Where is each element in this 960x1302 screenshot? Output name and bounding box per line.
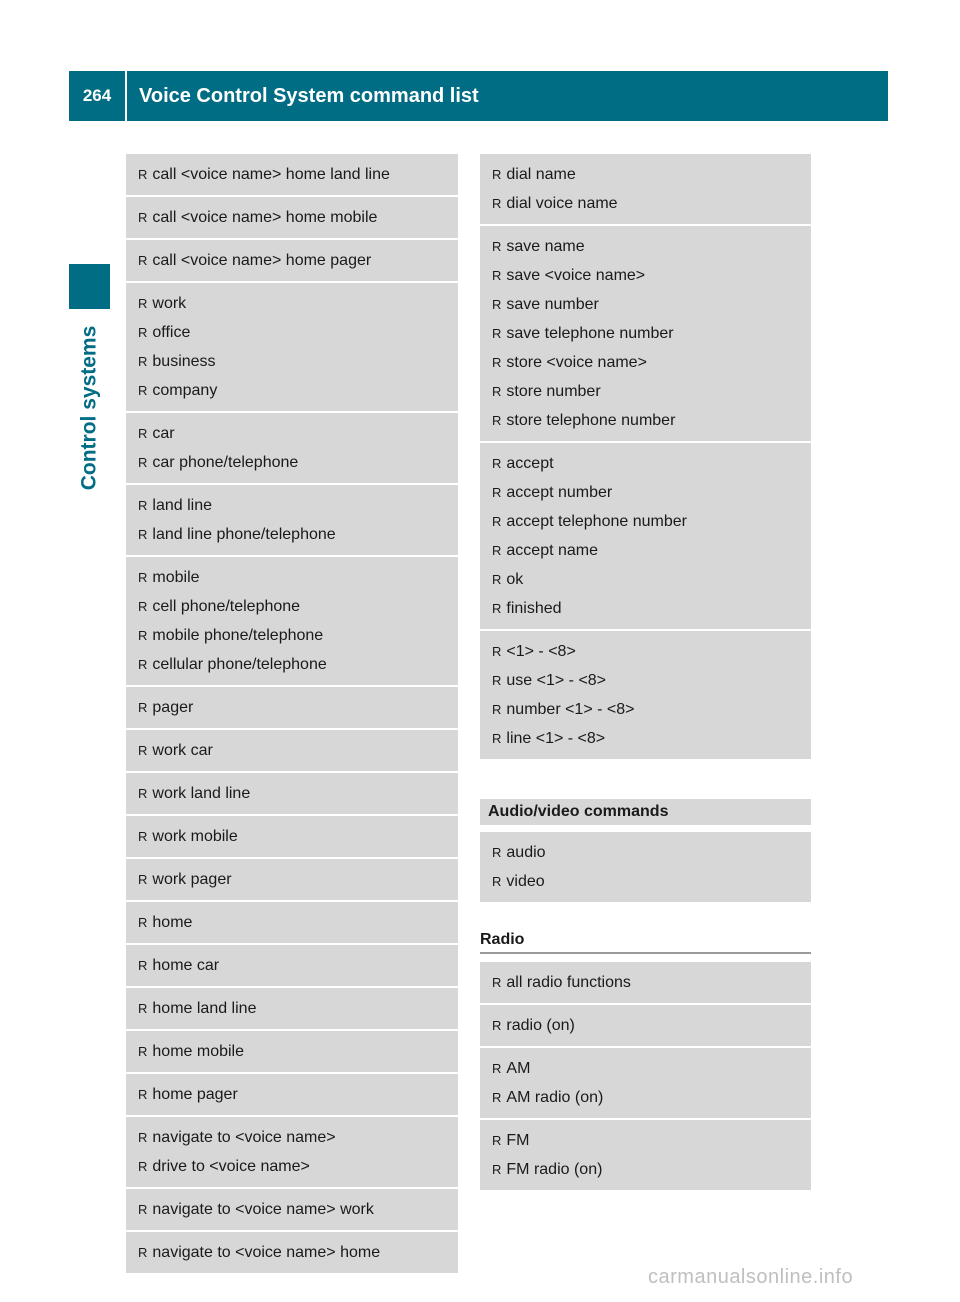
command-item: R save name	[492, 232, 811, 261]
command-item: R mobile phone/telephone	[138, 621, 458, 650]
command-item: R home car	[138, 951, 458, 980]
command-group	[126, 1074, 458, 1117]
command-item: R call <voice name> home mobile	[138, 203, 458, 232]
command-item: R FM radio (on)	[492, 1155, 811, 1184]
command-item: R accept telephone number	[492, 507, 811, 536]
command-item: R drive to <voice name>	[138, 1152, 458, 1181]
right-command-column	[480, 154, 811, 1192]
command-item: R AM radio (on)	[492, 1083, 811, 1112]
command-item: R cell phone/telephone	[138, 592, 458, 621]
command-item: R line <1> - <8>	[492, 724, 811, 753]
command-item: R home land line	[138, 994, 458, 1023]
command-item: R land line	[138, 491, 458, 520]
command-item: R work car	[138, 736, 458, 765]
command-group	[126, 1189, 458, 1232]
command-group	[480, 962, 811, 1005]
radio-heading: Radio	[480, 928, 811, 954]
command-item: R company	[138, 376, 458, 405]
right-command-groups	[480, 154, 811, 761]
command-item: R work mobile	[138, 822, 458, 851]
left-command-column	[126, 154, 458, 1275]
audio-video-heading: Audio/video commands	[480, 799, 811, 832]
command-item: R car	[138, 419, 458, 448]
command-item: R accept number	[492, 478, 811, 507]
command-item: R work land line	[138, 779, 458, 808]
command-item: R radio (on)	[492, 1011, 811, 1040]
command-item: R call <voice name> home land line	[138, 160, 458, 189]
command-item: R store <voice name>	[492, 348, 811, 377]
command-group	[126, 485, 458, 557]
command-item: R save telephone number	[492, 319, 811, 348]
command-group	[126, 730, 458, 773]
command-item: R home pager	[138, 1080, 458, 1109]
command-group	[126, 773, 458, 816]
command-item: R accept	[492, 449, 811, 478]
command-item: R ok	[492, 565, 811, 594]
command-group	[126, 859, 458, 902]
side-tab	[69, 311, 110, 504]
command-item: R use <1> - <8>	[492, 666, 811, 695]
command-item: R dial name	[492, 160, 811, 189]
command-group	[480, 631, 811, 761]
command-item: R finished	[492, 594, 811, 623]
command-item: R navigate to <voice name>	[138, 1123, 458, 1152]
command-group	[480, 1120, 811, 1192]
command-group	[126, 283, 458, 413]
command-item: R number <1> - <8>	[492, 695, 811, 724]
command-item: R business	[138, 347, 458, 376]
command-item: R office	[138, 318, 458, 347]
command-group	[126, 945, 458, 988]
command-group	[126, 687, 458, 730]
command-item: R cellular phone/telephone	[138, 650, 458, 679]
page-number: 264	[82, 86, 112, 105]
command-group	[480, 1048, 811, 1120]
command-item: R AM	[492, 1054, 811, 1083]
command-item: R all radio functions	[492, 968, 811, 997]
command-group	[126, 902, 458, 945]
command-item: R call <voice name> home pager	[138, 246, 458, 275]
command-item: R save <voice name>	[492, 261, 811, 290]
command-item: R pager	[138, 693, 458, 722]
command-item: R audio	[492, 838, 811, 867]
command-item: R mobile	[138, 563, 458, 592]
command-group	[126, 1117, 458, 1189]
command-item: R dial voice name	[492, 189, 811, 218]
command-item: R <1> - <8>	[492, 637, 811, 666]
command-group	[126, 557, 458, 687]
command-group	[126, 154, 458, 197]
command-group	[480, 1005, 811, 1048]
side-tab-label: Control systems	[77, 325, 101, 490]
command-item: R store telephone number	[492, 406, 811, 435]
command-item: R accept name	[492, 536, 811, 565]
command-group	[480, 832, 811, 904]
command-item: R store number	[492, 377, 811, 406]
command-group	[126, 197, 458, 240]
command-item: R land line phone/telephone	[138, 520, 458, 549]
command-group	[126, 1232, 458, 1275]
command-group	[126, 816, 458, 859]
command-group	[480, 154, 811, 226]
command-item: R work pager	[138, 865, 458, 894]
command-item: R car phone/telephone	[138, 448, 458, 477]
command-item: R home	[138, 908, 458, 937]
radio-groups	[480, 962, 811, 1192]
command-group	[480, 443, 811, 631]
command-item: R work	[138, 289, 458, 318]
command-item: R FM	[492, 1126, 811, 1155]
command-item: R save number	[492, 290, 811, 319]
page-header	[69, 71, 888, 121]
watermark: carmanualsonline.info	[648, 1266, 854, 1288]
page-title: Voice Control System command list	[139, 84, 479, 107]
audio-video-groups	[480, 832, 811, 904]
command-group	[126, 1031, 458, 1074]
command-group	[126, 240, 458, 283]
command-group	[126, 988, 458, 1031]
command-item: R navigate to <voice name> work	[138, 1195, 458, 1224]
side-tab-marker	[69, 264, 110, 309]
command-item: R home mobile	[138, 1037, 458, 1066]
command-group	[126, 413, 458, 485]
command-item: R video	[492, 867, 811, 896]
command-group	[480, 226, 811, 443]
command-item: R navigate to <voice name> home	[138, 1238, 458, 1267]
